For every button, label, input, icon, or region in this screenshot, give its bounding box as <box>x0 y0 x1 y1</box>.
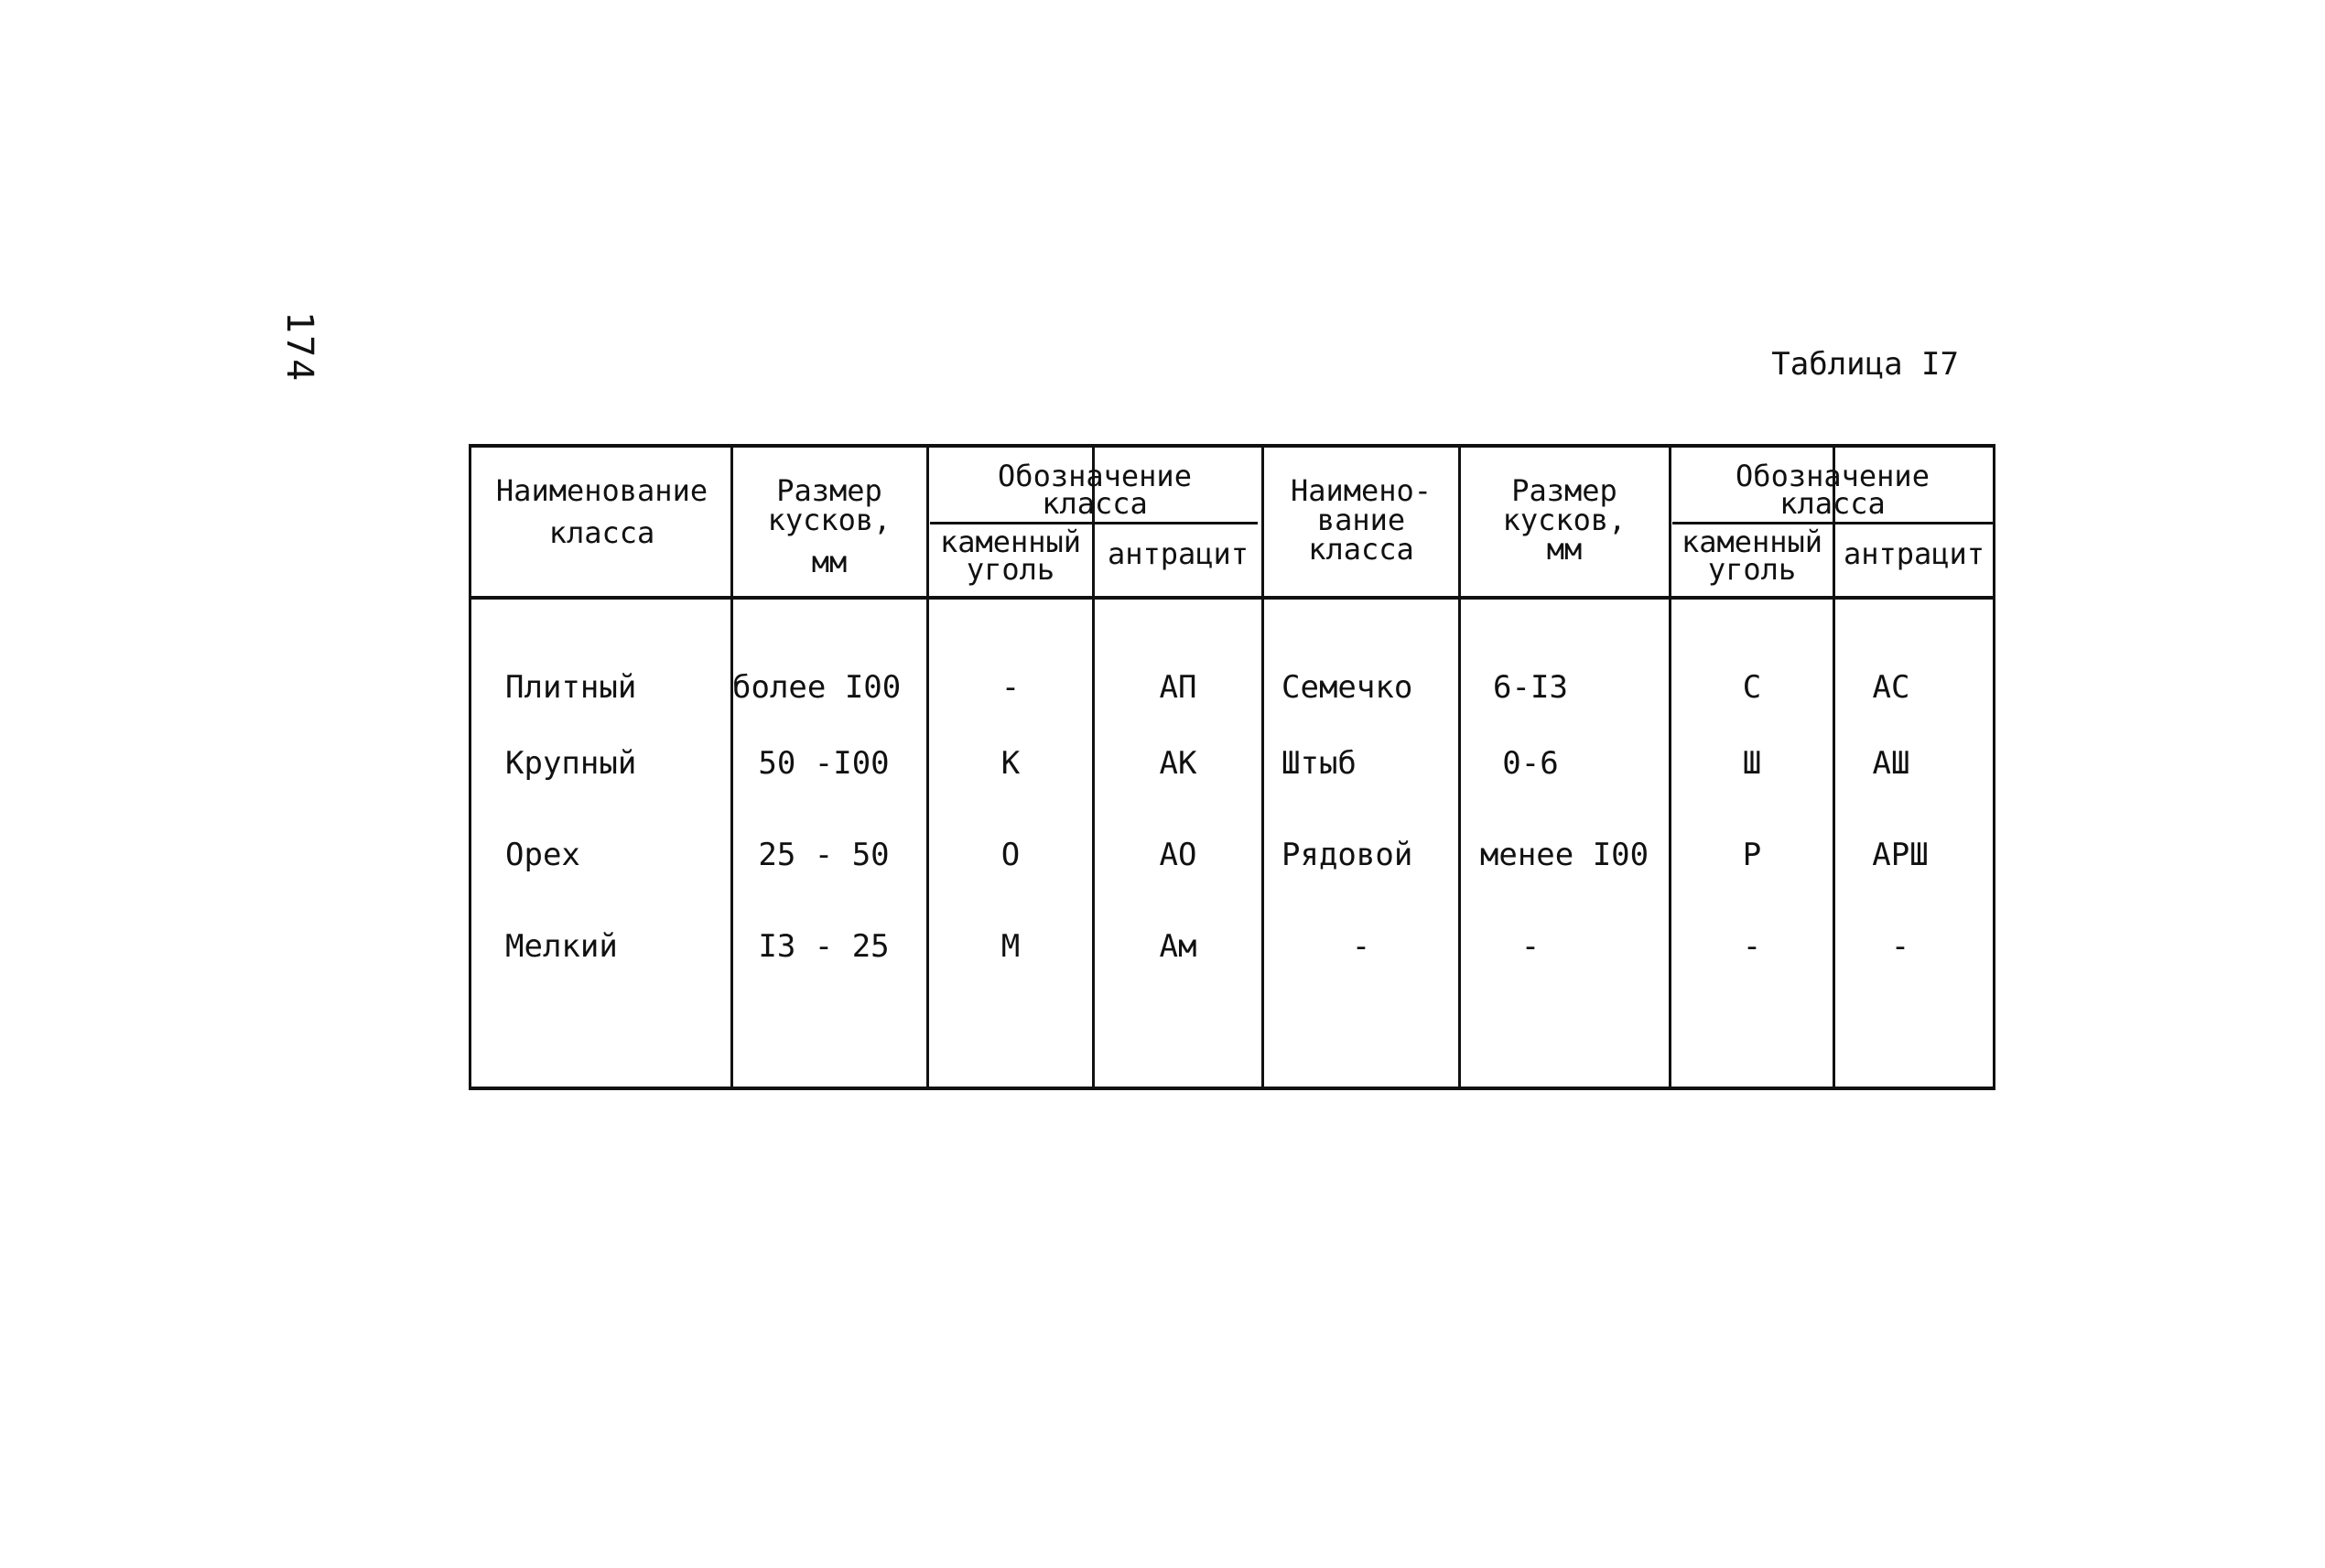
cell-class-name-right: Рядовой <box>1281 837 1413 873</box>
cell-coal-right: Р <box>1742 837 1762 873</box>
cell-anthracite: Ам <box>1159 928 1197 965</box>
column-divider <box>1669 446 1671 1090</box>
cell-size-right: менее I00 <box>1479 837 1649 873</box>
table-caption: Таблица I7 <box>1771 346 1959 383</box>
cell-anthracite: АП <box>1159 669 1197 706</box>
header-anthracite: антрацит <box>1107 536 1249 571</box>
header-name: Наименование класса <box>495 473 708 550</box>
column-divider <box>1092 446 1095 1090</box>
header-designation-right: Обозначение класса <box>1736 459 1930 521</box>
cell-size: I3 - 25 <box>758 928 890 965</box>
cell-coal: М <box>1000 928 1021 965</box>
cell-class-name: Мелкий <box>505 928 618 965</box>
cell-coal: К <box>1000 745 1021 782</box>
header-designation: Обозначение класса <box>998 459 1192 521</box>
cell-coal-right: С <box>1742 669 1762 706</box>
header-coal-right: каменный уголь <box>1681 524 1823 587</box>
cell-class-name-right: Семечко <box>1281 669 1413 706</box>
cell-class-name-right: - <box>1351 928 1371 965</box>
header-rule <box>471 596 1993 600</box>
header-size-right: Размер кусков, мм <box>1502 473 1627 567</box>
header-size: Размер кусков, мм <box>767 473 892 579</box>
cell-size: более I00 <box>732 669 902 706</box>
cell-class-name: Орех <box>505 837 580 873</box>
cell-class-name-right: Штыб <box>1281 745 1357 782</box>
cell-coal-right: Ш <box>1742 745 1762 782</box>
column-divider <box>1261 446 1264 1090</box>
cell-anthracite-right: - <box>1890 928 1910 965</box>
cell-class-name: Плитный <box>505 669 637 706</box>
cell-size-right: 6-I3 <box>1493 669 1568 706</box>
cell-size-right: 0-6 <box>1502 745 1559 782</box>
cell-coal-right: - <box>1742 928 1762 965</box>
cell-anthracite-right: АС <box>1872 669 1910 706</box>
cell-size-right: - <box>1520 928 1541 965</box>
page-number: 174 <box>278 311 320 384</box>
cell-anthracite: АК <box>1159 745 1197 782</box>
cell-coal: О <box>1000 837 1021 873</box>
cell-anthracite: АО <box>1159 837 1197 873</box>
header-anthracite-right: антрацит <box>1843 536 1985 571</box>
cell-size: 25 - 50 <box>758 837 890 873</box>
header-coal: каменный уголь <box>939 524 1082 587</box>
cell-anthracite-right: АРШ <box>1872 837 1929 873</box>
cell-class-name: Крупный <box>505 745 637 782</box>
column-divider <box>926 446 929 1090</box>
column-divider <box>1458 446 1461 1090</box>
header-name-right: Наимено- вание класса <box>1290 473 1433 567</box>
column-divider <box>1833 446 1835 1090</box>
cell-anthracite-right: АШ <box>1872 745 1910 782</box>
cell-size: 50 -I00 <box>758 745 890 782</box>
cell-coal: - <box>1000 669 1021 706</box>
